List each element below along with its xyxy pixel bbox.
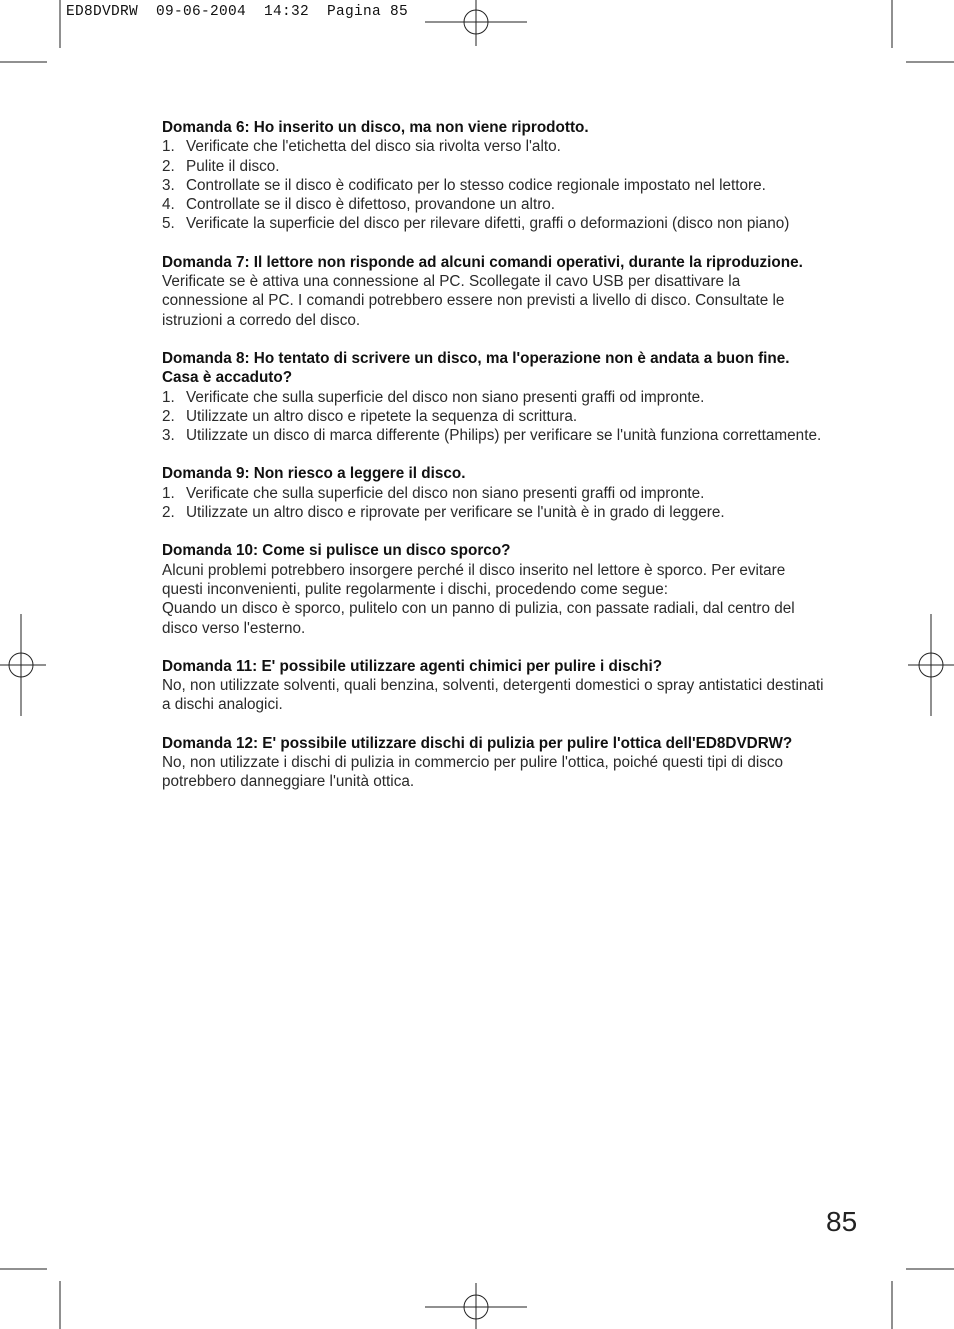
faq-section-10 [162,541,824,637]
registration-mark-bottom [425,1283,527,1329]
list-item: 2. Pulite il disco. [162,157,280,175]
list-item: 2. Utilizzate un altro disco e riprovate per verificare se l'unità è in grado di leggere. [162,504,725,522]
page-number: 85 [826,1206,858,1237]
question-heading: Domanda 8: Ho tentato di scrivere un disco, ma l'operazione non è andata a buon fine. Casa è accaduto? [162,349,790,387]
list-item: 3. Utilizzate un disco di marca differente (Philips) per verificare se l'unità funziona correttamente. [162,427,822,445]
question-heading: Domanda 12: E' possibile utilizzare dischi di pulizia per pulire l'ottica dell'ED8DVDRW? [162,734,793,752]
answer-list [162,137,824,233]
question-heading: Domanda 11: E' possibile utilizzare agenti chimici per pulire i dischi? [162,657,663,675]
answer-paragraph: No, non utilizzate solventi, quali benzina, solventi, detergenti domestici o spray antistatici destinati a dischi analogici. [162,677,824,714]
faq-content [162,118,824,811]
list-item: 3. Controllate se il disco è codificato per lo stesso codice regionale impostato nel lettore. [162,176,766,194]
registration-mark-top [425,0,527,46]
registration-mark-left [0,614,46,716]
question-heading: Domanda 9: Non riesco a leggere il disco. [162,465,466,483]
faq-section-7 [162,253,824,330]
print-slug: ED8DVDRW 09-06-2004 14:32 Pagina 85 [66,4,409,20]
faq-section-6 [162,118,824,234]
list-item: 1. Verificate che sulla superficie del disco non siano presenti graffi od impronte. [162,388,705,406]
answer-paragraph: No, non utilizzate i dischi di pulizia in commercio per pulire l'ottica, poiché questi tipi di disco potrebbero danneggiare l'unità ottica. [162,754,784,791]
answer-list [162,484,824,523]
question-heading: Domanda 7: Il lettore non risponde ad alcuni comandi operativi, durante la riproduzione. [162,253,803,271]
list-item: 4. Controllate se il disco è difettoso, provandone un altro. [162,196,556,214]
faq-section-8 [162,349,824,445]
list-item: 1. Verificate che sulla superficie del disco non siano presenti graffi od impronte. [162,484,705,502]
list-item: 5. Verificate la superficie del disco per rilevare difetti, graffi o deformazioni (disco non piano) [162,215,790,233]
faq-section-9 [162,464,824,522]
question-heading: Domanda 6: Ho inserito un disco, ma non viene riprodotto. [162,119,589,136]
answer-paragraph: Verificate se è attiva una connessione al PC. Scollegate il cavo USB per disattivare la connessione al PC. I comandi potrebbero essere non previsti a livello di disco. Consultate le istruzioni a corredo del disco. [162,273,785,329]
question-heading: Domanda 10: Come si pulisce un disco sporco? [162,542,511,560]
answer-paragraph: Alcuni problemi potrebbero insorgere perché il disco inserito nel lettore è sporco. Per evitare questi inconvenienti, pulite regolarmente i dischi, procedendo come segue: [162,561,786,598]
answer-paragraph: Quando un disco è sporco, pulitelo con un panno di pulizia, con passate radiali, dal centro del disco verso l'esterno. [162,600,795,637]
list-item: 2. Utilizzate un altro disco e ripetete la sequenza di scrittura. [162,407,578,425]
list-item: 1. Verificate che l'etichetta del disco sia rivolta verso l'alto. [162,138,561,156]
answer-list [162,388,824,446]
registration-mark-right [908,614,954,716]
faq-section-11 [162,657,824,715]
faq-section-12 [162,734,824,792]
